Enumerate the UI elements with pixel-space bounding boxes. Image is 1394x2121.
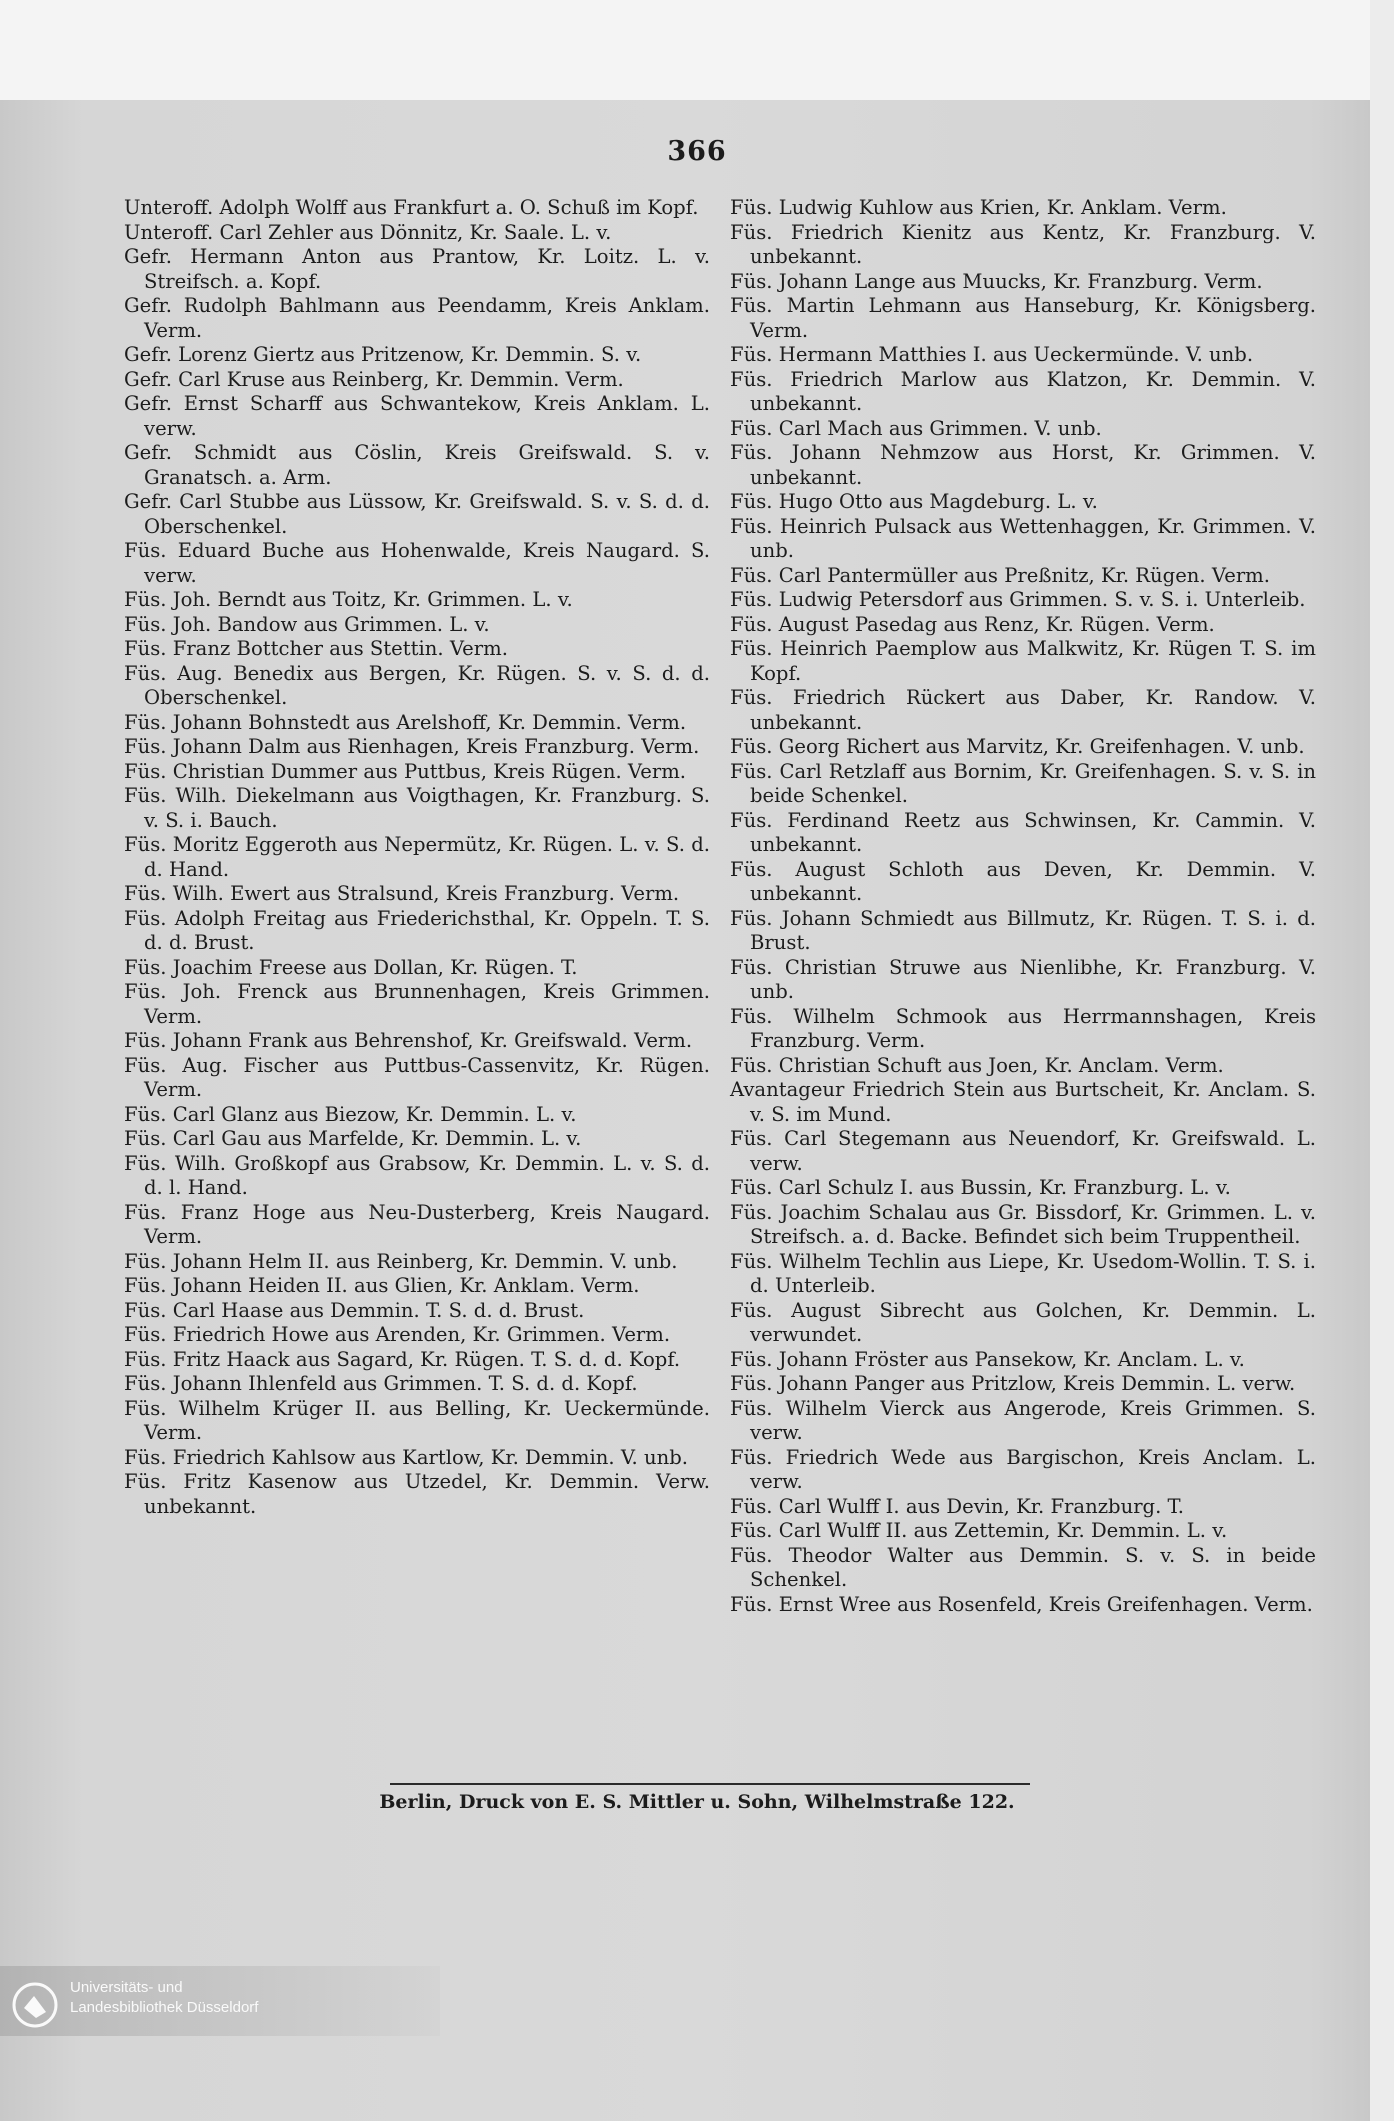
casualty-entry: Füs. Fritz Kasenow aus Utzedel, Kr. Demmin. Verw. unbekannt. (124, 1470, 710, 1518)
casualty-entry: Füs. Carl Pantermüller aus Preßnitz, Kr. Rügen. Verm. (730, 563, 1270, 587)
casualty-entry: Gefr. Schmidt aus Cöslin, Kreis Greifswald. S. v. Granatsch. a. Arm. (124, 441, 710, 489)
casualty-entry: Gefr. Lorenz Giertz aus Pritzenow, Kr. Demmin. S. v. (124, 343, 642, 366)
casualty-entry: Füs. Theodor Walter aus Demmin. S. v. S. in beide Schenkel. (730, 1543, 1316, 1591)
watermark-line-1: Universitäts- und (70, 1979, 183, 1996)
casualty-entry: Füs. Wilh. Ewert aus Stralsund, Kreis Franzburg. Verm. (124, 882, 680, 905)
casualty-entry: Unteroff. Adolph Wolff aus Frankfurt a. O. Schuß im Kopf. (124, 196, 699, 219)
casualty-entry: Füs. Heinrich Pulsack aus Wettenhaggen, Kr. Grimmen. V. unb. (730, 514, 1316, 562)
casualty-entry: Füs. Eduard Buche aus Hohenwalde, Kreis Naugard. S. verw. (124, 539, 710, 587)
casualty-entry: Füs. Johann Panger aus Pritzlow, Kreis Demmin. L. verw. (730, 1372, 1296, 1395)
library-watermark (0, 1966, 440, 2036)
casualty-entry: Füs. Ludwig Kuhlow aus Krien, Kr. Anklam. Verm. (730, 196, 1227, 219)
casualty-entry: Füs. Wilhelm Techlin aus Liepe, Kr. Usedom-Wollin. T. S. i. d. Unterleib. (730, 1249, 1316, 1297)
casualty-entry: Füs. Joh. Frenck aus Brunnenhagen, Kreis Grimmen. Verm. (124, 980, 710, 1028)
casualty-entry: Füs. Martin Lehmann aus Hanseburg, Kr. Königsberg. Verm. (730, 294, 1316, 342)
casualty-entry: Füs. Aug. Fischer aus Puttbus-Cassenvitz, Kr. Rügen. Verm. (124, 1053, 710, 1101)
casualty-entry: Füs. Johann Bohnstedt aus Arelshoff, Kr. Demmin. Verm. (124, 710, 687, 734)
casualty-entry: Füs. Johann Frank aus Behrenshof, Kr. Greifswald. Verm. (124, 1029, 693, 1052)
casualty-entry: Füs. Carl Glanz aus Biezow, Kr. Demmin. L. v. (124, 1102, 577, 1126)
casualty-entry: Füs. Friedrich Howe aus Arenden, Kr. Grimmen. Verm. (124, 1323, 671, 1346)
casualty-entry: Füs. Friedrich Wede aus Bargischon, Kreis Anclam. L. verw. (730, 1445, 1316, 1493)
casualty-entry: Füs. Fritz Haack aus Sagard, Kr. Rügen. T. S. d. d. Kopf. (124, 1347, 681, 1371)
casualty-entry: Füs. Adolph Freitag aus Friederichsthal, Kr. Oppeln. T. S. d. d. Brust. (124, 906, 710, 954)
casualty-entry: Füs. Carl Stegemann aus Neuendorf, Kr. Greifswald. L. verw. (730, 1127, 1316, 1175)
casualty-entry: Füs. Wilhelm Krüger II. aus Belling, Kr. Ueckermünde. Verm. (124, 1396, 710, 1444)
casualty-entry: Füs. Joachim Schalau aus Gr. Bissdorf, Kr. Grimmen. L. v. Streifsch. a. d. Backe. Befindet sich beim Truppentheil. (730, 1200, 1316, 1248)
casualty-entry: Füs. Joh. Bandow aus Grimmen. L. v. (124, 612, 490, 636)
casualty-entry: Füs. Johann Helm II. aus Reinberg, Kr. Demmin. V. unb. (124, 1249, 678, 1273)
printer-imprint: Berlin, Druck von E. S. Mittler u. Sohn, Wilhelmstraße 122. (379, 1791, 1015, 1813)
casualty-entry: Füs. Joachim Freese aus Dollan, Kr. Rügen. T. (124, 955, 578, 979)
casualty-entry: Füs. Johann Dalm aus Rienhagen, Kreis Franzburg. Verm. (124, 735, 700, 758)
casualty-entry: Füs. Johann Ihlenfeld aus Grimmen. T. S. d. d. Kopf. (124, 1372, 638, 1395)
watermark-line-2: Landesbibliothek Düsseldorf (70, 1999, 259, 2016)
casualty-entry: Füs. Johann Fröster aus Pansekow, Kr. Anclam. L. v. (730, 1347, 1245, 1371)
casualty-entry: Füs. Ludwig Petersdorf aus Grimmen. S. v. S. i. Unterleib. (730, 588, 1306, 611)
casualty-entry: Füs. Wilhelm Schmook aus Herrmannshagen, Kreis Franzburg. Verm. (730, 1004, 1316, 1052)
casualty-entry: Avantageur Friedrich Stein aus Burtscheit, Kr. Anclam. S. v. S. im Mund. (730, 1078, 1316, 1126)
scan-top-margin (0, 0, 1394, 100)
casualty-entry: Füs. Carl Retzlaff aus Bornim, Kr. Greifenhagen. S. v. S. in beide Schenkel. (730, 759, 1316, 807)
casualty-entry: Füs. Wilh. Diekelmann aus Voigthagen, Kr. Franzburg. S. v. S. i. Bauch. (124, 784, 710, 832)
casualty-entry: Füs. Aug. Benedix aus Bergen, Kr. Rügen. S. v. S. d. d. Oberschenkel. (124, 661, 710, 709)
casualty-entry: Füs. Friedrich Rückert aus Daber, Kr. Randow. V. unbekannt. (730, 686, 1316, 734)
casualty-entry: Gefr. Hermann Anton aus Prantow, Kr. Loitz. L. v. Streifsch. a. Kopf. (124, 245, 710, 293)
casualty-entry: Füs. August Pasedag aus Renz, Kr. Rügen. Verm. (730, 612, 1215, 636)
casualty-entry: Füs. Ferdinand Reetz aus Schwinsen, Kr. Cammin. V. unbekannt. (730, 808, 1316, 856)
casualty-entry: Füs. Johann Lange aus Muucks, Kr. Franzburg. Verm. (730, 269, 1263, 293)
casualty-entry: Unteroff. Carl Zehler aus Dönnitz, Kr. Saale. L. v. (124, 220, 612, 244)
casualty-entry: Füs. Carl Haase aus Demmin. T. S. d. d. Brust. (124, 1298, 585, 1322)
casualty-entry: Füs. Hermann Matthies I. aus Ueckermünde. V. unb. (730, 343, 1254, 366)
casualty-entry: Füs. Carl Wulff I. aus Devin, Kr. Franzburg. T. (730, 1494, 1184, 1518)
casualty-entry: Gefr. Carl Kruse aus Reinberg, Kr. Demmin. Verm. (124, 367, 624, 391)
footer-rule (390, 1783, 1030, 1785)
left-column (124, 196, 710, 1519)
casualty-entry: Füs. Christian Schuft aus Joen, Kr. Anclam. Verm. (730, 1053, 1224, 1077)
ulb-logo-icon (12, 1982, 58, 2028)
casualty-entry: Füs. Friedrich Kienitz aus Kentz, Kr. Franzburg. V. unbekannt. (730, 220, 1316, 268)
casualty-entry: Füs. Heinrich Paemplow aus Malkwitz, Kr. Rügen T. S. im Kopf. (730, 637, 1316, 685)
right-column (730, 196, 1316, 1617)
casualty-entry: Füs. Wilhelm Vierck aus Angerode, Kreis Grimmen. S. verw. (730, 1396, 1316, 1444)
casualty-entry: Füs. Johann Nehmzow aus Horst, Kr. Grimmen. V. unbekannt. (730, 441, 1316, 489)
casualty-entry: Füs. Franz Hoge aus Neu-Dusterberg, Kreis Naugard. Verm. (124, 1200, 710, 1248)
casualty-entry: Füs. Christian Dummer aus Puttbus, Kreis Rügen. Verm. (124, 759, 687, 783)
casualty-entry: Füs. Carl Mach aus Grimmen. V. unb. (730, 416, 1102, 440)
casualty-entry: Füs. Carl Schulz I. aus Bussin, Kr. Franzburg. L. v. (730, 1176, 1231, 1199)
casualty-entry: Gefr. Rudolph Bahlmann aus Peendamm, Kreis Anklam. Verm. (124, 294, 710, 342)
casualty-entry: Gefr. Ernst Scharff aus Schwantekow, Kreis Anklam. L. verw. (124, 392, 710, 440)
casualty-entry: Füs. Moritz Eggeroth aus Nepermütz, Kr. Rügen. L. v. S. d. d. Hand. (124, 833, 710, 881)
casualty-entry: Füs. Franz Bottcher aus Stettin. Verm. (124, 637, 508, 660)
casualty-entry: Füs. Friedrich Kahlsow aus Kartlow, Kr. Demmin. V. unb. (124, 1445, 689, 1469)
casualty-entry: Füs. Carl Wulff II. aus Zettemin, Kr. Demmin. L. v. (730, 1519, 1228, 1542)
casualty-entry: Füs. Johann Heiden II. aus Glien, Kr. Anklam. Verm. (124, 1274, 640, 1297)
casualty-entry: Füs. August Sibrecht aus Golchen, Kr. Demmin. L. verwundet. (730, 1298, 1316, 1346)
page-number: 366 (667, 136, 727, 167)
casualty-entry: Gefr. Carl Stubbe aus Lüssow, Kr. Greifswald. S. v. S. d. d. Oberschenkel. (124, 490, 710, 538)
casualty-entry: Füs. Hugo Otto aus Magdeburg. L. v. (730, 490, 1098, 513)
casualty-entry: Füs. Johann Schmiedt aus Billmutz, Kr. Rügen. T. S. i. d. Brust. (730, 906, 1316, 954)
casualty-entry: Füs. Joh. Berndt aus Toitz, Kr. Grimmen. L. v. (124, 588, 573, 611)
casualty-entry: Füs. Christian Struwe aus Nienlibhe, Kr. Franzburg. V. unb. (730, 955, 1316, 1003)
casualty-entry: Füs. Carl Gau aus Marfelde, Kr. Demmin. L. v. (124, 1127, 582, 1150)
casualty-entry: Füs. Ernst Wree aus Rosenfeld, Kreis Greifenhagen. Verm. (730, 1592, 1313, 1616)
casualty-entry: Füs. Friedrich Marlow aus Klatzon, Kr. Demmin. V. unbekannt. (730, 367, 1316, 415)
casualty-entry: Füs. Georg Richert aus Marvitz, Kr. Greifenhagen. V. unb. (730, 735, 1305, 758)
casualty-entry: Füs. August Schloth aus Deven, Kr. Demmin. V. unbekannt. (730, 857, 1316, 905)
casualty-entry: Füs. Wilh. Großkopf aus Grabsow, Kr. Demmin. L. v. S. d. d. l. Hand. (124, 1151, 710, 1199)
